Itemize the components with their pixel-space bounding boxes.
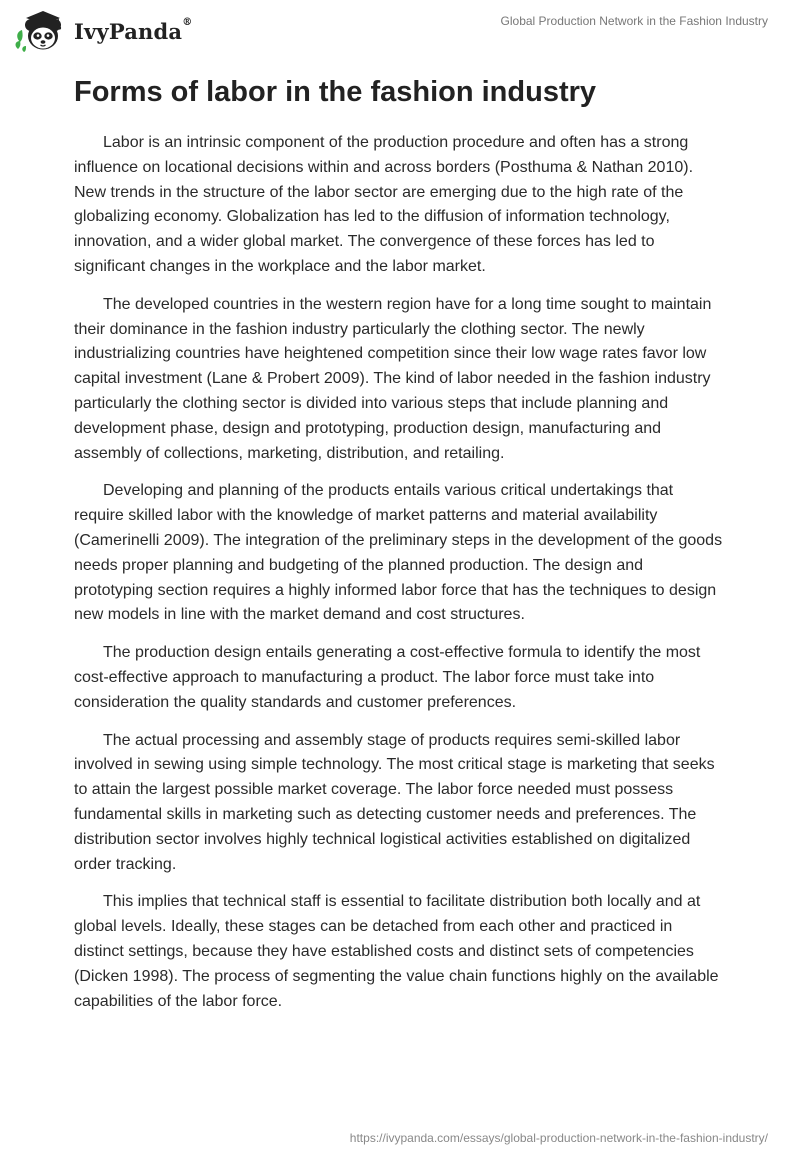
page-title: Forms of labor in the fashion industry — [74, 76, 597, 108]
document-title: Global Production Network in the Fashion Industry — [500, 14, 768, 28]
paragraph: The developed countries in the western region have for a long time sought to maintain their dominance in the fashion industry particularly the clothing sector. The newly industrializing countries have heightened competition since their low wage rates favor low capital investment (Lane & Probert 2009). The kind of labor needed in the fashion industry particularly the clothing sector is divided into various steps that include planning and development phase, design and prototyping, production design, manufacturing and assembly of collections, marketing, distribution, and retailing. — [74, 295, 712, 462]
paragraph: Labor is an intrinsic component of the production procedure and often has a strong influence on locational decisions within and across borders (Posthuma & Nathan 2010). New trends in the structure of the labor sector are emerging due to the high rate of the globalizing economy. Globalization has led to the diffusion of information technology, innovation, and a wider global market. The convergence of these forces has led to significant changes in the workplace and the labor market. — [74, 134, 694, 275]
ivypanda-logo-link[interactable] — [14, 8, 192, 54]
source-url-link[interactable]: https://ivypanda.com/essays/global-production-network-in-the-fashion-industry/ — [349, 1131, 768, 1145]
paragraph: This implies that technical staff is essential to facilitate distribution both locally and at global levels. Ideally, these stages can be detached from each other and practiced in distinct settings, because they have established costs and distinct sets of competencies (Dicken 1998). The process of segmenting the value chain functions highly on the available capabilities of the labor force. — [74, 893, 719, 1010]
article-body — [74, 131, 724, 1027]
paragraph: The actual processing and assembly stage of products requires semi-skilled labor involved in sewing using simple technology. The most critical stage is marketing that seeks to attain the largest possible market coverage. The labor force needed must possess fundamental skills in marketing such as detecting customer needs and preferences. The distribution sector involves highly technical logistical activities established on digitalized order tracking. — [74, 731, 715, 873]
paragraph: The production design entails generating a cost-effective formula to identify the most cost-effective approach to manufacturing a product. The labor force must take into consideration the quality standards and customer preferences. — [74, 644, 701, 711]
brand-name: IvyPanda® — [74, 16, 193, 44]
paragraph: Developing and planning of the products entails various critical undertakings that require skilled labor with the knowledge of market patterns and material availability (Camerinelli 2009). The integration of the preliminary steps in the development of the goods needs proper planning and budgeting of the planned production. The design and prototyping section requires a highly informed labor force that has the techniques to design new models in line with the market demand and cost structures. — [74, 482, 723, 624]
page-header — [0, 0, 800, 60]
panda-graduate-icon — [14, 8, 70, 54]
